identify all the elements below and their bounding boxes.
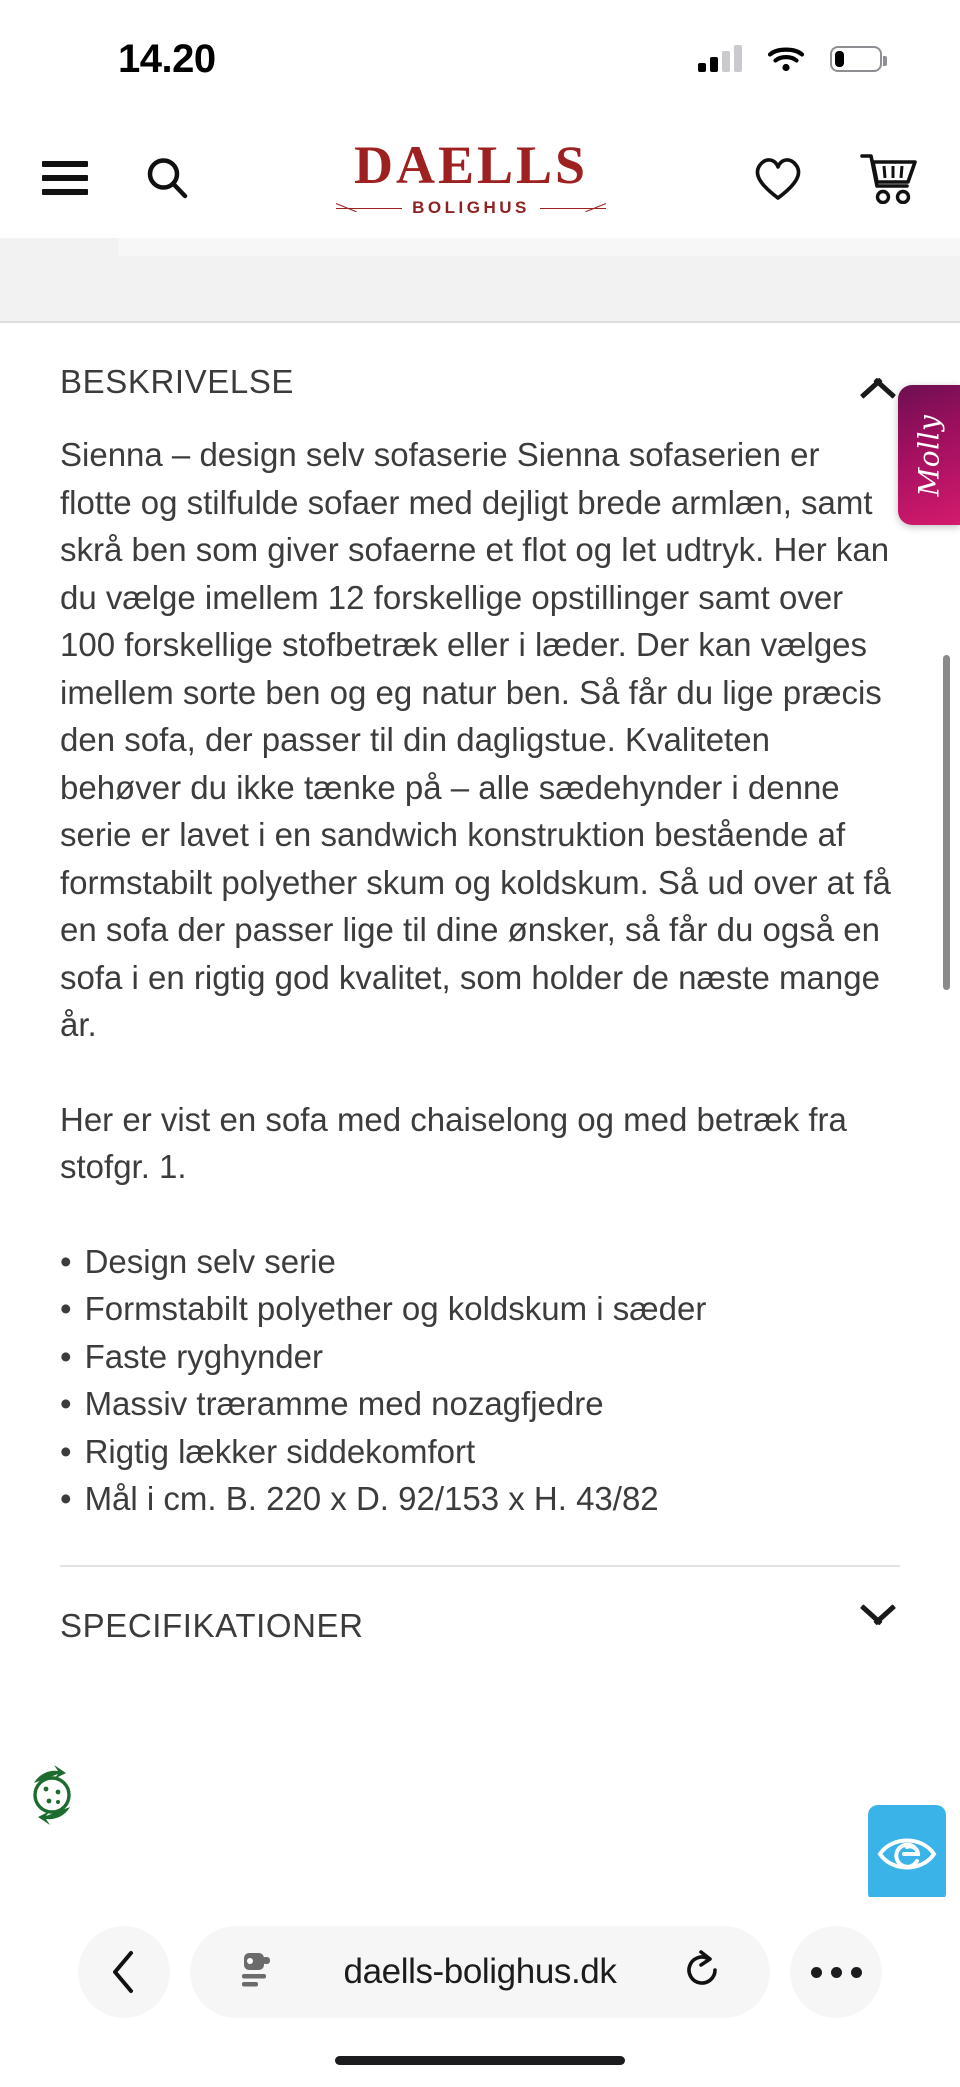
browser-back-button[interactable] bbox=[78, 1926, 170, 2018]
cart-icon bbox=[860, 152, 918, 204]
list-item bbox=[60, 1333, 900, 1381]
emaerket-badge[interactable] bbox=[868, 1805, 946, 1903]
list-item bbox=[60, 1380, 900, 1428]
reload-icon[interactable] bbox=[686, 1950, 722, 1995]
cellular-signal-icon bbox=[698, 46, 742, 72]
list-item bbox=[60, 1428, 900, 1476]
chevron-down-icon[interactable] bbox=[856, 1613, 900, 1639]
list-item bbox=[60, 1238, 900, 1286]
accordion-title-beskrivelse: BESKRIVELSE bbox=[60, 363, 295, 400]
wishlist-button[interactable] bbox=[752, 154, 804, 202]
url-bar[interactable] bbox=[190, 1926, 770, 2018]
search-icon bbox=[144, 155, 190, 201]
cookie-consent-icon bbox=[14, 1757, 90, 1833]
hamburger-icon bbox=[42, 161, 88, 195]
wifi-icon bbox=[768, 46, 804, 72]
accordion-body-beskrivelse bbox=[0, 431, 960, 1567]
list-item-label: Faste ryghynder bbox=[84, 1337, 324, 1375]
status-time: 14.20 bbox=[118, 36, 216, 81]
molly-tab-label: Molly bbox=[912, 414, 946, 496]
emaerket-eye-icon bbox=[876, 1830, 938, 1878]
logo-subtitle-row bbox=[336, 198, 606, 218]
bullet-marker: • bbox=[60, 1290, 72, 1327]
accordion-header-beskrivelse[interactable] bbox=[0, 323, 960, 431]
description-paragraph-2: Her er vist en sofa med chaiselong og med betræk fra stofgr. 1. bbox=[60, 1100, 847, 1185]
list-item-label: Formstabilt polyether og koldskum i sæder bbox=[84, 1290, 707, 1327]
search-button[interactable] bbox=[144, 155, 190, 201]
list-item-label: Massiv træramme med nozagfjedre bbox=[84, 1385, 604, 1422]
page-scrollbar-thumb[interactable] bbox=[943, 655, 950, 990]
list-item bbox=[60, 1285, 900, 1333]
list-item bbox=[60, 1475, 900, 1523]
logo-wordmark: DAELLS bbox=[353, 135, 589, 195]
site-header bbox=[0, 118, 960, 238]
heart-icon bbox=[752, 154, 804, 202]
cart-button[interactable] bbox=[860, 152, 918, 204]
bullet-marker: • bbox=[60, 1242, 72, 1280]
list-item-label: Mål i cm. B. 220 x D. 92/153 x H. 43/82 bbox=[84, 1480, 659, 1517]
url-text: daells-bolighus.dk bbox=[343, 1952, 617, 1991]
feature-bullet-list bbox=[60, 1238, 900, 1523]
logo-rule-left bbox=[336, 208, 402, 209]
list-item-label: Rigtig lækker siddekomfort bbox=[84, 1432, 476, 1470]
molly-chat-tab[interactable] bbox=[898, 385, 960, 525]
accordion-header-specifikationer[interactable] bbox=[0, 1567, 960, 1675]
description-paragraph-1: Sienna – design selv sofaserie Sienna sofaserien er flotte og stilfulde sofaer med dejligt brede armlæn, samt skrå ben som giver sofaerne et flot og let udtryk. Her kan du vælge imellem 12 forskellige opstillinger samt over 100 forskellige stofbetræk eller i læder. Der kan vælges imellem sorte ben og eg natur ben. Så får du lige præcis den sofa, der passer til din dagligstue. Kvaliteten behøver du ikke tænke på – alle sædehynder i denne serie er lavet i en sandwich konstruktion bestående af formstabilt polyether skum og koldskum. Så ud over at få en sofa der passer lige til dine ønsker, så får du også en sofa i en rigtig god kvalitet, som holder de næste mange år. bbox=[60, 436, 891, 1043]
bullet-marker: • bbox=[60, 1432, 72, 1470]
list-item-label: Design selv serie bbox=[84, 1242, 336, 1280]
bullet-marker: • bbox=[60, 1480, 72, 1517]
browser-more-button[interactable] bbox=[790, 1926, 882, 2018]
logo-rule-right bbox=[540, 208, 606, 209]
status-bar bbox=[0, 0, 960, 118]
battery-low-icon bbox=[830, 46, 882, 72]
home-indicator bbox=[335, 2056, 625, 2065]
cookie-consent-button[interactable] bbox=[14, 1757, 90, 1833]
site-logo[interactable] bbox=[336, 135, 606, 218]
page-settings-icon[interactable] bbox=[238, 1949, 276, 1995]
accordion-title-specifikationer: SPECIFIKATIONER bbox=[60, 1606, 364, 1644]
chevron-left-icon bbox=[107, 1949, 141, 1995]
logo-subtitle: BOLIGHUS bbox=[412, 198, 530, 217]
bullet-marker: • bbox=[60, 1385, 72, 1422]
hamburger-menu-button[interactable] bbox=[42, 161, 88, 195]
sticky-filter-band bbox=[0, 238, 960, 323]
status-icons bbox=[698, 46, 882, 72]
chevron-up-icon[interactable] bbox=[856, 369, 900, 395]
bullet-marker: • bbox=[60, 1337, 72, 1375]
more-options-icon bbox=[811, 1967, 862, 1978]
